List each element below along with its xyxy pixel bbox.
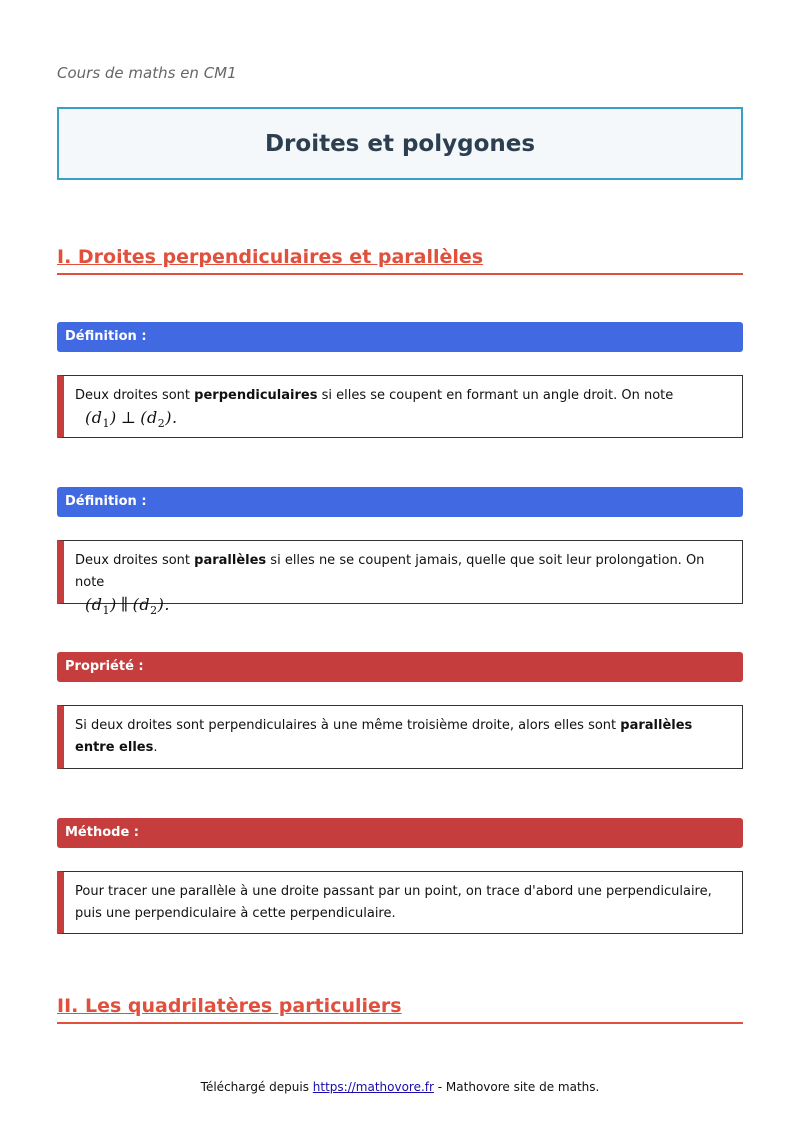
math-1-left: (d	[85, 408, 103, 427]
property-body	[57, 705, 743, 769]
definition-2-text-after: si elles ne se coupent jamais, quelle que soit leur prolongation. On note	[75, 553, 705, 590]
definition-1-bold: perpendiculaires	[194, 388, 318, 403]
definition-body-1	[57, 375, 743, 438]
math-1-left-sub: 1	[102, 417, 110, 431]
math-2-right: (d	[132, 595, 151, 614]
document-subtitle: Cours de maths en CM1	[57, 64, 237, 82]
definition-header-1: Définition :	[57, 322, 743, 352]
definition-2-bold: parallèles	[194, 553, 267, 568]
footer-link[interactable]: https://mathovore.fr	[312, 1080, 434, 1094]
method-header: Méthode :	[57, 818, 743, 848]
definition-body-2	[57, 540, 743, 618]
definition-1-text-before: Deux droites sont	[75, 388, 195, 403]
property-bold: parallèles entre elles	[75, 718, 693, 755]
footer	[0, 1080, 800, 1094]
definition-1-text-after: si elles se coupent en formant un angle droit. On note	[317, 388, 674, 403]
perpendicular-symbol: ⊥	[120, 408, 137, 427]
definition-1-math: $(d_1)$ ⊥ $(d_2)$.	[85, 408, 178, 431]
method-text: Pour tracer une parallèle à une droite passant par un point, on trace d'abord une perpendiculaire, puis une perpendiculaire à cette perpendiculaire.	[75, 884, 712, 921]
method-body	[57, 871, 743, 934]
footer-prefix: Téléchargé depuis	[200, 1080, 313, 1094]
page-title: Droites et polygones	[264, 130, 536, 157]
math-2-right-sub: 2	[150, 604, 158, 618]
definition-2-text-before: Deux droites sont	[75, 553, 195, 568]
parallel-symbol: ∥	[120, 595, 129, 614]
property-header: Propriété :	[57, 652, 743, 682]
math-1-right: (d	[140, 408, 158, 427]
definition-header-2: Définition :	[57, 487, 743, 517]
section-heading-1	[57, 246, 743, 275]
math-1-right-sub: 2	[157, 417, 166, 431]
definition-2-math: $(d_1)$ ∥ $(d_2)$.	[85, 595, 170, 618]
math-2-left: (d	[85, 595, 103, 614]
title-box	[57, 107, 743, 180]
math-1-end: ).	[165, 408, 178, 427]
section-heading-2-text: II. Les quadrilatères particuliers	[57, 995, 402, 1017]
property-text-after: .	[153, 740, 158, 755]
math-2-left-sub: 1	[102, 604, 110, 618]
property-text-before: Si deux droites sont perpendiculaires à une même troisième droite, alors elles sont	[75, 718, 621, 733]
section-heading-1-text: I. Droites perpendiculaires et parallèles	[57, 246, 484, 268]
section-heading-2	[57, 995, 743, 1024]
math-2-end: ).	[157, 595, 170, 614]
footer-suffix: - Mathovore site de maths.	[433, 1080, 600, 1094]
